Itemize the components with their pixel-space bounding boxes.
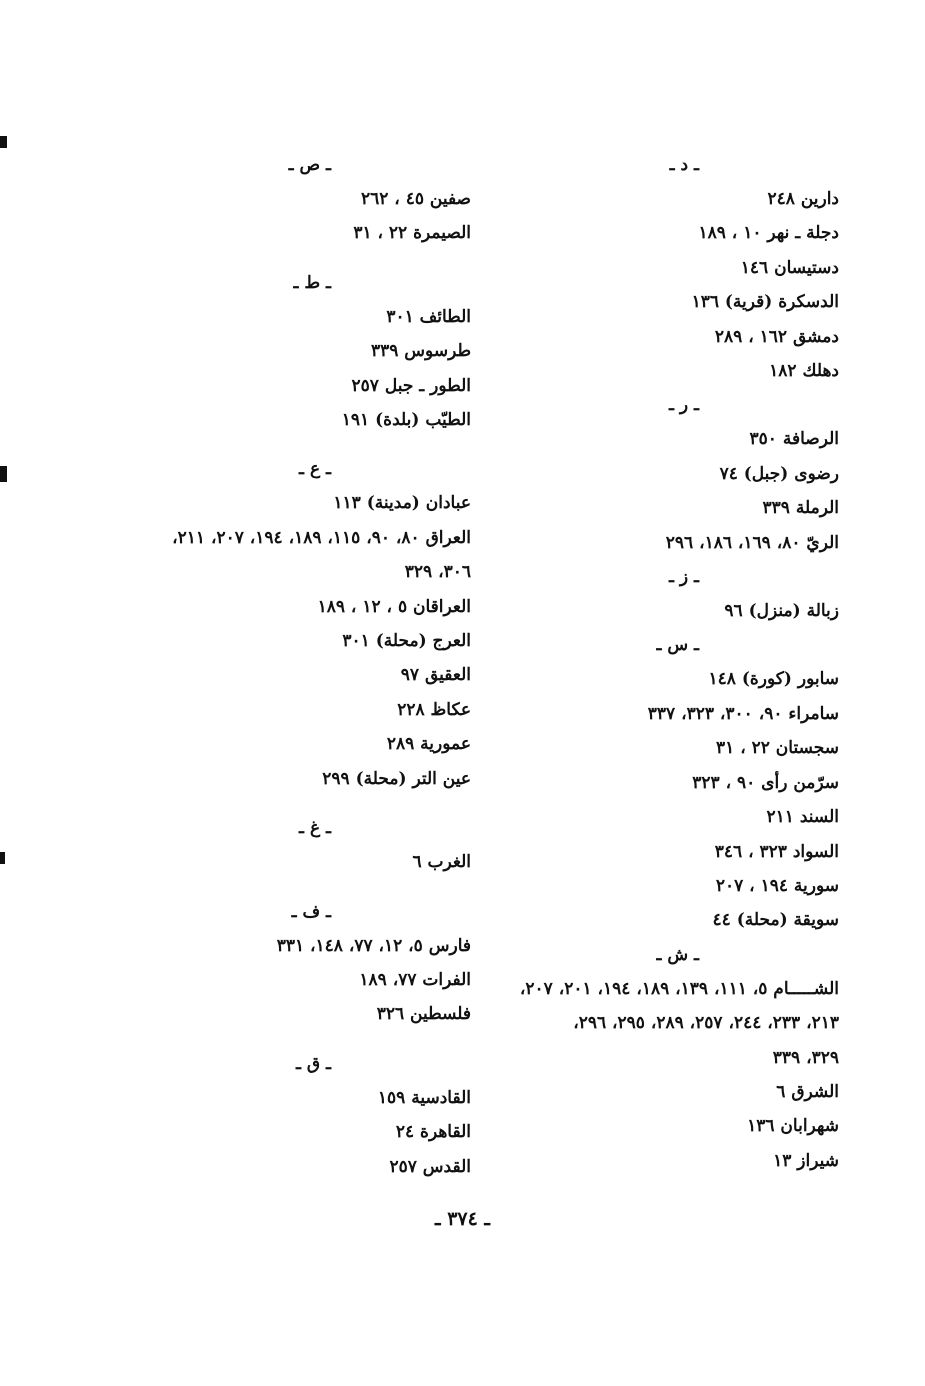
index-entry: دجلة ـ نهر ١٠ ، ١٨٩ [698,223,839,244]
section-heading: ـ س ـ [656,635,699,656]
index-entry: عين التر (محلة) ٢٩٩ [322,768,471,789]
index-entry: الطيّب (بلدة) ١٩١ [341,410,471,431]
index-entry: طرسوس ٣٣٩ [370,341,471,362]
index-entry: الغرب ٦ [412,852,471,873]
index-entry: ٣٠٦، ٣٢٩ [404,562,471,583]
index-entry: الرصافة ٣٥٠ [749,429,839,450]
index-entry: الشرق ٦ [776,1081,839,1102]
margin-mark-top [0,136,7,148]
index-entry: عكاظ ٢٢٨ [397,699,471,720]
index-entry: سابور (كورة) ١٤٨ [708,669,839,690]
index-column-left [91,148,471,1184]
section-heading: ـ ص ـ [288,155,331,175]
index-entry: زبالة (منزل) ٩٦ [724,601,839,622]
section-heading: ـ د ـ [669,155,699,175]
margin-mark-lower [0,852,5,864]
index-entry: سرّمن رأى ٩٠ ، ٣٢٣ [692,772,839,793]
index-entry: ٢١٣، ٢٣٣، ٢٤٤، ٢٥٧، ٢٨٩، ٢٩٥، ٢٩٦، [573,1013,839,1034]
index-entry: الطائف ٣٠١ [386,306,471,327]
index-entry: الدسكرة (قرية) ١٣٦ [691,292,839,313]
section-heading: ـ ق ـ [296,1053,331,1074]
page-number: ـ ٣٧٤ ـ [435,1208,490,1230]
index-entry: دستيسان ١٤٦ [740,257,839,278]
index-entry: القاهرة ٢٤ [395,1122,471,1143]
index-entry: الشـــــام ٥، ١١١، ١٣٩، ١٨٩، ١٩٤، ٢٠١، ٢٠٧، [519,978,839,999]
section-heading: ـ غ ـ [299,818,331,839]
index-entry: شيراز ١٣ [773,1150,839,1171]
index-entry: الطور ـ جبل ٢٥٧ [351,375,471,396]
index-entry: عمورية ٢٨٩ [386,734,471,755]
section-heading: ـ ر ـ [668,395,699,416]
index-entry: السند ٢١١ [766,807,839,828]
index-entry: الريّ ٨٠، ١٦٩، ١٨٦، ٢٩٦ [665,532,839,553]
index-entry: فلسطين ٣٢٦ [376,1004,471,1025]
index-entry: فارس ٥، ١٢، ٧٧، ١٤٨، ٣٣١ [276,935,471,956]
section-heading: ـ ط ـ [293,272,331,293]
index-entry: دارين ٢٤٨ [767,189,839,209]
index-entry: شهرابان ١٣٦ [747,1116,839,1137]
index-entry: الفرات ٧٧، ١٨٩ [359,969,471,990]
section-heading: ـ ز ـ [668,567,699,588]
index-entry: سويقة (محلة) ٤٤ [712,910,839,931]
index-entry: العراق ٨٠، ٩٠، ١١٥، ١٨٩، ١٩٤، ٢٠٧، ٢١١، [172,527,471,548]
index-entry: الصيمرة ٢٢ ، ٣١ [353,223,471,244]
index-entry: دمشق ١٦٢ ، ٢٨٩ [714,326,839,347]
margin-mark-middle [0,466,7,482]
index-entry: العرج (محلة) ٣٠١ [342,631,471,652]
section-heading: ـ ف ـ [291,901,331,922]
section-heading: ـ ع ـ [299,459,331,480]
index-entry: عبادان (مدينة) ١١٣ [333,493,471,514]
index-entry: السواد ٣٢٣ ، ٣٤٦ [714,841,839,862]
index-entry: ٣٢٩، ٣٣٩ [772,1047,839,1068]
index-entry: العراقان ٥ ، ١٢ ، ١٨٩ [317,596,471,617]
index-entry: العقيق ٩٧ [400,665,471,686]
index-entry: القادسية ١٥٩ [377,1087,471,1108]
index-entry: صفين ٤٥ ، ٢٦٢ [360,189,471,209]
index-entry: سورية ١٩٤ ، ٢٠٧ [715,875,839,896]
section-heading: ـ ش ـ [656,944,699,965]
index-entry: سجستان ٢٢ ، ٣١ [716,738,839,759]
index-entry: رضوى (جبل) ٧٤ [719,463,839,484]
index-entry: سامراء ٩٠، ٣٠٠، ٣٢٣، ٣٣٧ [647,703,839,724]
index-entry: الرملة ٣٣٩ [762,498,839,519]
index-column-right [493,148,839,1178]
index-entry: دهلك ١٨٢ [769,361,839,382]
index-entry: القدس ٢٥٧ [389,1156,471,1177]
